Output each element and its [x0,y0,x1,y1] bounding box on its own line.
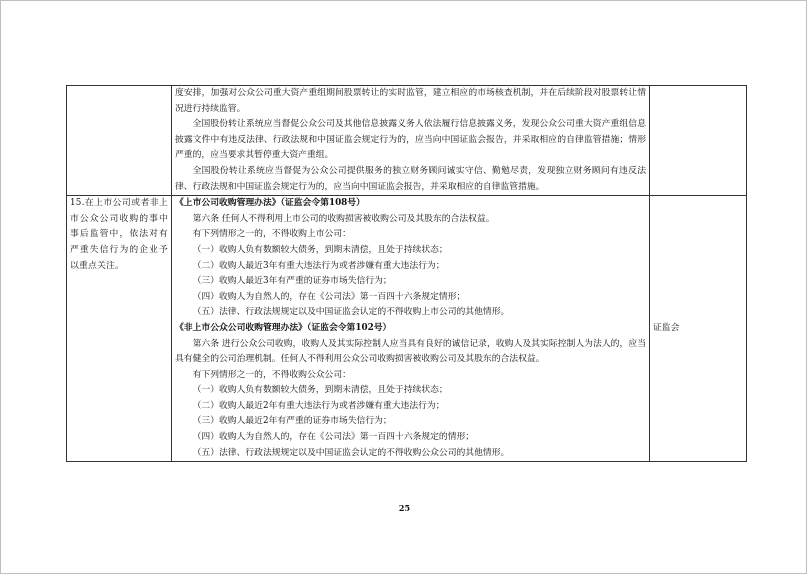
list-item: （三）收购人最近3年有严重的证券市场失信行为； [192,276,392,287]
article-text: 第六条 任何人不得利用上市公司的收购损害被收购公司及其股东的合法权益。 [192,213,495,224]
list-item: （一）收购人负有数额较大债务，到期未清偿，且处于持续状态； [192,385,448,396]
topic-cell: 15.在上市公司或者非上市公众公司收购的事中事后监管中，依法对有严重失信行为的企业予以重点关注。 [67,196,172,462]
list-item: （五）法律、行政法规规定以及中国证监会认定的不得收购公众公司的其他情形。 [192,447,510,458]
measures-table [66,85,747,462]
topic-cell [67,86,172,196]
table-row [67,196,747,462]
list-intro: 有下列情形之一的，不得收购上市公司： [192,229,351,240]
law-title: 《上市公司收购管理办法》（证监会令第108号） [175,198,365,209]
list-item: （五）法律、行政法规规定以及中国证监会认定的不得收购上市公司的其他情形。 [192,307,510,318]
paragraph: 全国股份转让系统应当督促为公众公司提供服务的独立财务顾问诚实守信、勤勉尽责，发现独立财务顾问有违反法律、行政法规和中国证监会规定行为的，应当向中国证监会报告，并采取相应的自律监管措施。 [175,165,646,192]
basis-cell [172,86,650,196]
list-item: （二）收购人最近2年有重大违法行为或者涉嫌有重大违法行为； [192,400,445,411]
list-intro: 有下列情形之一的，不得收购公众公司： [192,369,351,380]
list-item: （二）收购人最近3年有重大违法行为或者涉嫌有重大违法行为； [192,260,445,271]
basis-cell [172,196,650,462]
list-item: （四）收购人为自然人的，存在《公司法》第一百四十六条规定的情形； [192,432,475,443]
list-item: （四）收购人为自然人的，存在《公司法》第一百四十六条规定情形； [192,291,466,302]
agency-cell [650,86,747,196]
table-row [67,86,747,196]
agency-cell: 证监会 [650,196,747,462]
article-text: 第六条 进行公众公司收购，收购人及其实际控制人应当具有良好的诚信记录，收购人及其实际控制人为法人的，应当具有健全的公司治理机制。任何人不得利用公众公司收购损害被收购公司及其股东的合法权益。 [175,338,646,365]
page-number: 25 [398,503,411,513]
list-item: （三）收购人最近2年有严重的证券市场失信行为； [192,416,392,427]
law-title: 《非上市公众公司收购管理办法》（证监会令第102号） [175,322,392,333]
list-item: （一）收购人负有数额较大债务，到期未清偿，且处于持续状态； [192,244,448,255]
paragraph: 全国股份转让系统应当督促公众公司及其他信息披露义务人依法履行信息披露义务，发现公众公司重大资产重组信息披露文件中有违反法律、行政法规和中国证监会规定行为的，应当向中国证监会报告，并采取相应的自律监管措施；情形严重的，应当要求其暂停重大资产重组。 [175,119,646,161]
paragraph: 度安排，加强对公众公司重大资产重组期间股票转让的实时监管，建立相应的市场核查机制，并在后续阶段对股票转让情况进行持续监管。 [175,88,646,114]
